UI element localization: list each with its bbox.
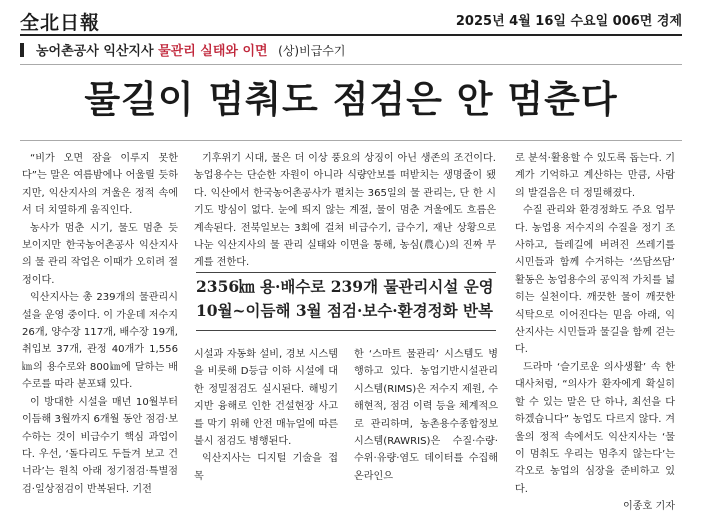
newspaper-logo: 全北日報 bbox=[20, 12, 101, 34]
paragraph: 로 분석·활용할 수 있도록 돕는다. 기계가 기억하고 계산하는 만큼, 사람의 발걸음은 더 정밀해졌다. bbox=[515, 153, 675, 199]
kicker-part2: 물관리 실태와 이면 bbox=[158, 44, 268, 59]
subhead-rule-bottom bbox=[196, 330, 496, 331]
paragraph: 수질 관리와 환경정화도 주요 업무다. 농업용 저수지의 수질을 정기 조사하고, 들레길에 버려진 쓰레기를 시민들과 함께 수거하는 ‘쓰담쓰담’ 활동은 농업용수의 공익적 가치를 넓히는 실천이다. 깨끗한 물이 깨끗한 식탁으로 이어진다는 믿음 아래, 익산지사는 시민들과 물길을 함께 걷는다. bbox=[515, 205, 675, 356]
subhead-2: 10월~이듬해 3월 점검·보수·환경정화 반복 bbox=[196, 301, 493, 320]
intro-paragraph: 기후위기 시대, 물은 더 이상 풍요의 상징이 아닌 생존의 조건이다. 농업용수는 단순한 자원이 아니라 식량안보를 떠받치는 생명줄이 됐다. 익산에서 한국농어촌공사가 펼치는 365일의 물 관리는, 단 한 시기도 방심이 없다. 눈에 띄지 않는 계절, 물이 멈춘 겨울에도 흐름은 계속된다. 전북일보는 3회에 걸쳐 비급수기, 급수기, 재난 상황으로 나눈 익산지사의 물 관리 실태와 이면을 통해, 농심(農心)의 진짜 무게를 전한다. bbox=[194, 153, 496, 269]
column-2 bbox=[194, 346, 338, 485]
column-1 bbox=[22, 150, 178, 498]
column-3 bbox=[354, 346, 498, 485]
subhead-rule-top bbox=[196, 272, 496, 273]
paragraph: 익산지사는 디지털 기술을 접목 bbox=[194, 453, 338, 482]
kicker-part1: 농어촌공사 익산지사 bbox=[36, 44, 154, 59]
masthead-rule bbox=[20, 34, 682, 36]
headline: 물길이 멈춰도 점검은 안 멈춘다 bbox=[84, 78, 618, 121]
paragraph: 한 ‘스마트 물관리’ 시스템도 병행하고 있다. 농업기반시설관리시스템(RIMS)은 저수지 제원, 수해현적, 점검 이력 등을 체계적으로 관리하며, 농촌용수종합정보시스템(RAWRIS)은 수질·수량·수위·유량·염도 데이터를 수집해 온라인으 bbox=[354, 349, 498, 482]
kicker-part3: (상)비급수기 bbox=[278, 44, 346, 58]
paragraph: 이 방대한 시설을 매년 10월부터 이듬해 3월까지 6개월 동안 점검·보수하는 것이 비급수기 핵심 과업이다. 우선, ‘돌다리도 두들겨 보고 건너라’는 원칙 아래 정기점검·특별점검·일상점검이 반복된다. 기전 bbox=[22, 396, 178, 495]
subhead-1: 2356㎞ 용·배수로 239개 물관리시설 운영 bbox=[196, 277, 494, 296]
headline-rule bbox=[20, 140, 682, 141]
paragraph: 농사가 멈춘 시기, 물도 멈춘 듯 보이지만 한국농어촌공사 익산지사의 물 관리 작업은 이때가 오히려 절정이다. bbox=[22, 222, 178, 286]
kicker-rule bbox=[20, 64, 682, 65]
column-4 bbox=[515, 150, 675, 516]
paragraph: 시설과 자동화 설비, 경보 시스템을 비롯해 D등급 이하 시설에 대한 정밀점검도 실시된다. 해빙기 지반 융해로 인한 건설현장 사고를 막기 위해 안전 매뉴얼에 따른 불시 점검도 병행된다. bbox=[194, 349, 338, 448]
intro-column bbox=[194, 150, 496, 272]
subheads bbox=[196, 275, 496, 323]
kicker-bar bbox=[20, 43, 24, 57]
masthead bbox=[20, 6, 682, 32]
paragraph: “비가 오면 잠을 이루지 못한다”는 말은 여름밤에나 어울릴 듯하지만, 익산지사의 겨울은 정적 속에서 더 치열하게 움직인다. bbox=[22, 153, 178, 217]
kicker bbox=[20, 40, 682, 62]
paragraph: 드라마 ‘슬기로운 의사생활’ 속 한 대사처럼, “의사가 환자에게 확실히 할 수 있는 말은 단 하나, 최선을 다하겠습니다” 농업도 다르지 않다. 겨울의 정적 속에서도 익산지사는 ‘물이 멈춰도 우리는 멈추지 않는다’는 각오로 농업의 심장을 준비하고 있다. bbox=[515, 361, 675, 495]
issue-info: 2025년 4월 16일 수요일 006면 경제 bbox=[455, 14, 682, 29]
byline: 이종호 기자 bbox=[623, 501, 675, 513]
paragraph: 익산지사는 총 239개의 물관리시설을 운영 중이다. 이 가운데 저수지 26개, 양수장 117개, 배수장 19개, 취입보 37개, 관정 40개가 1,556㎞의 용수로와 800㎞에 달하는 배수로를 따라 분포돼 있다. bbox=[22, 292, 178, 391]
